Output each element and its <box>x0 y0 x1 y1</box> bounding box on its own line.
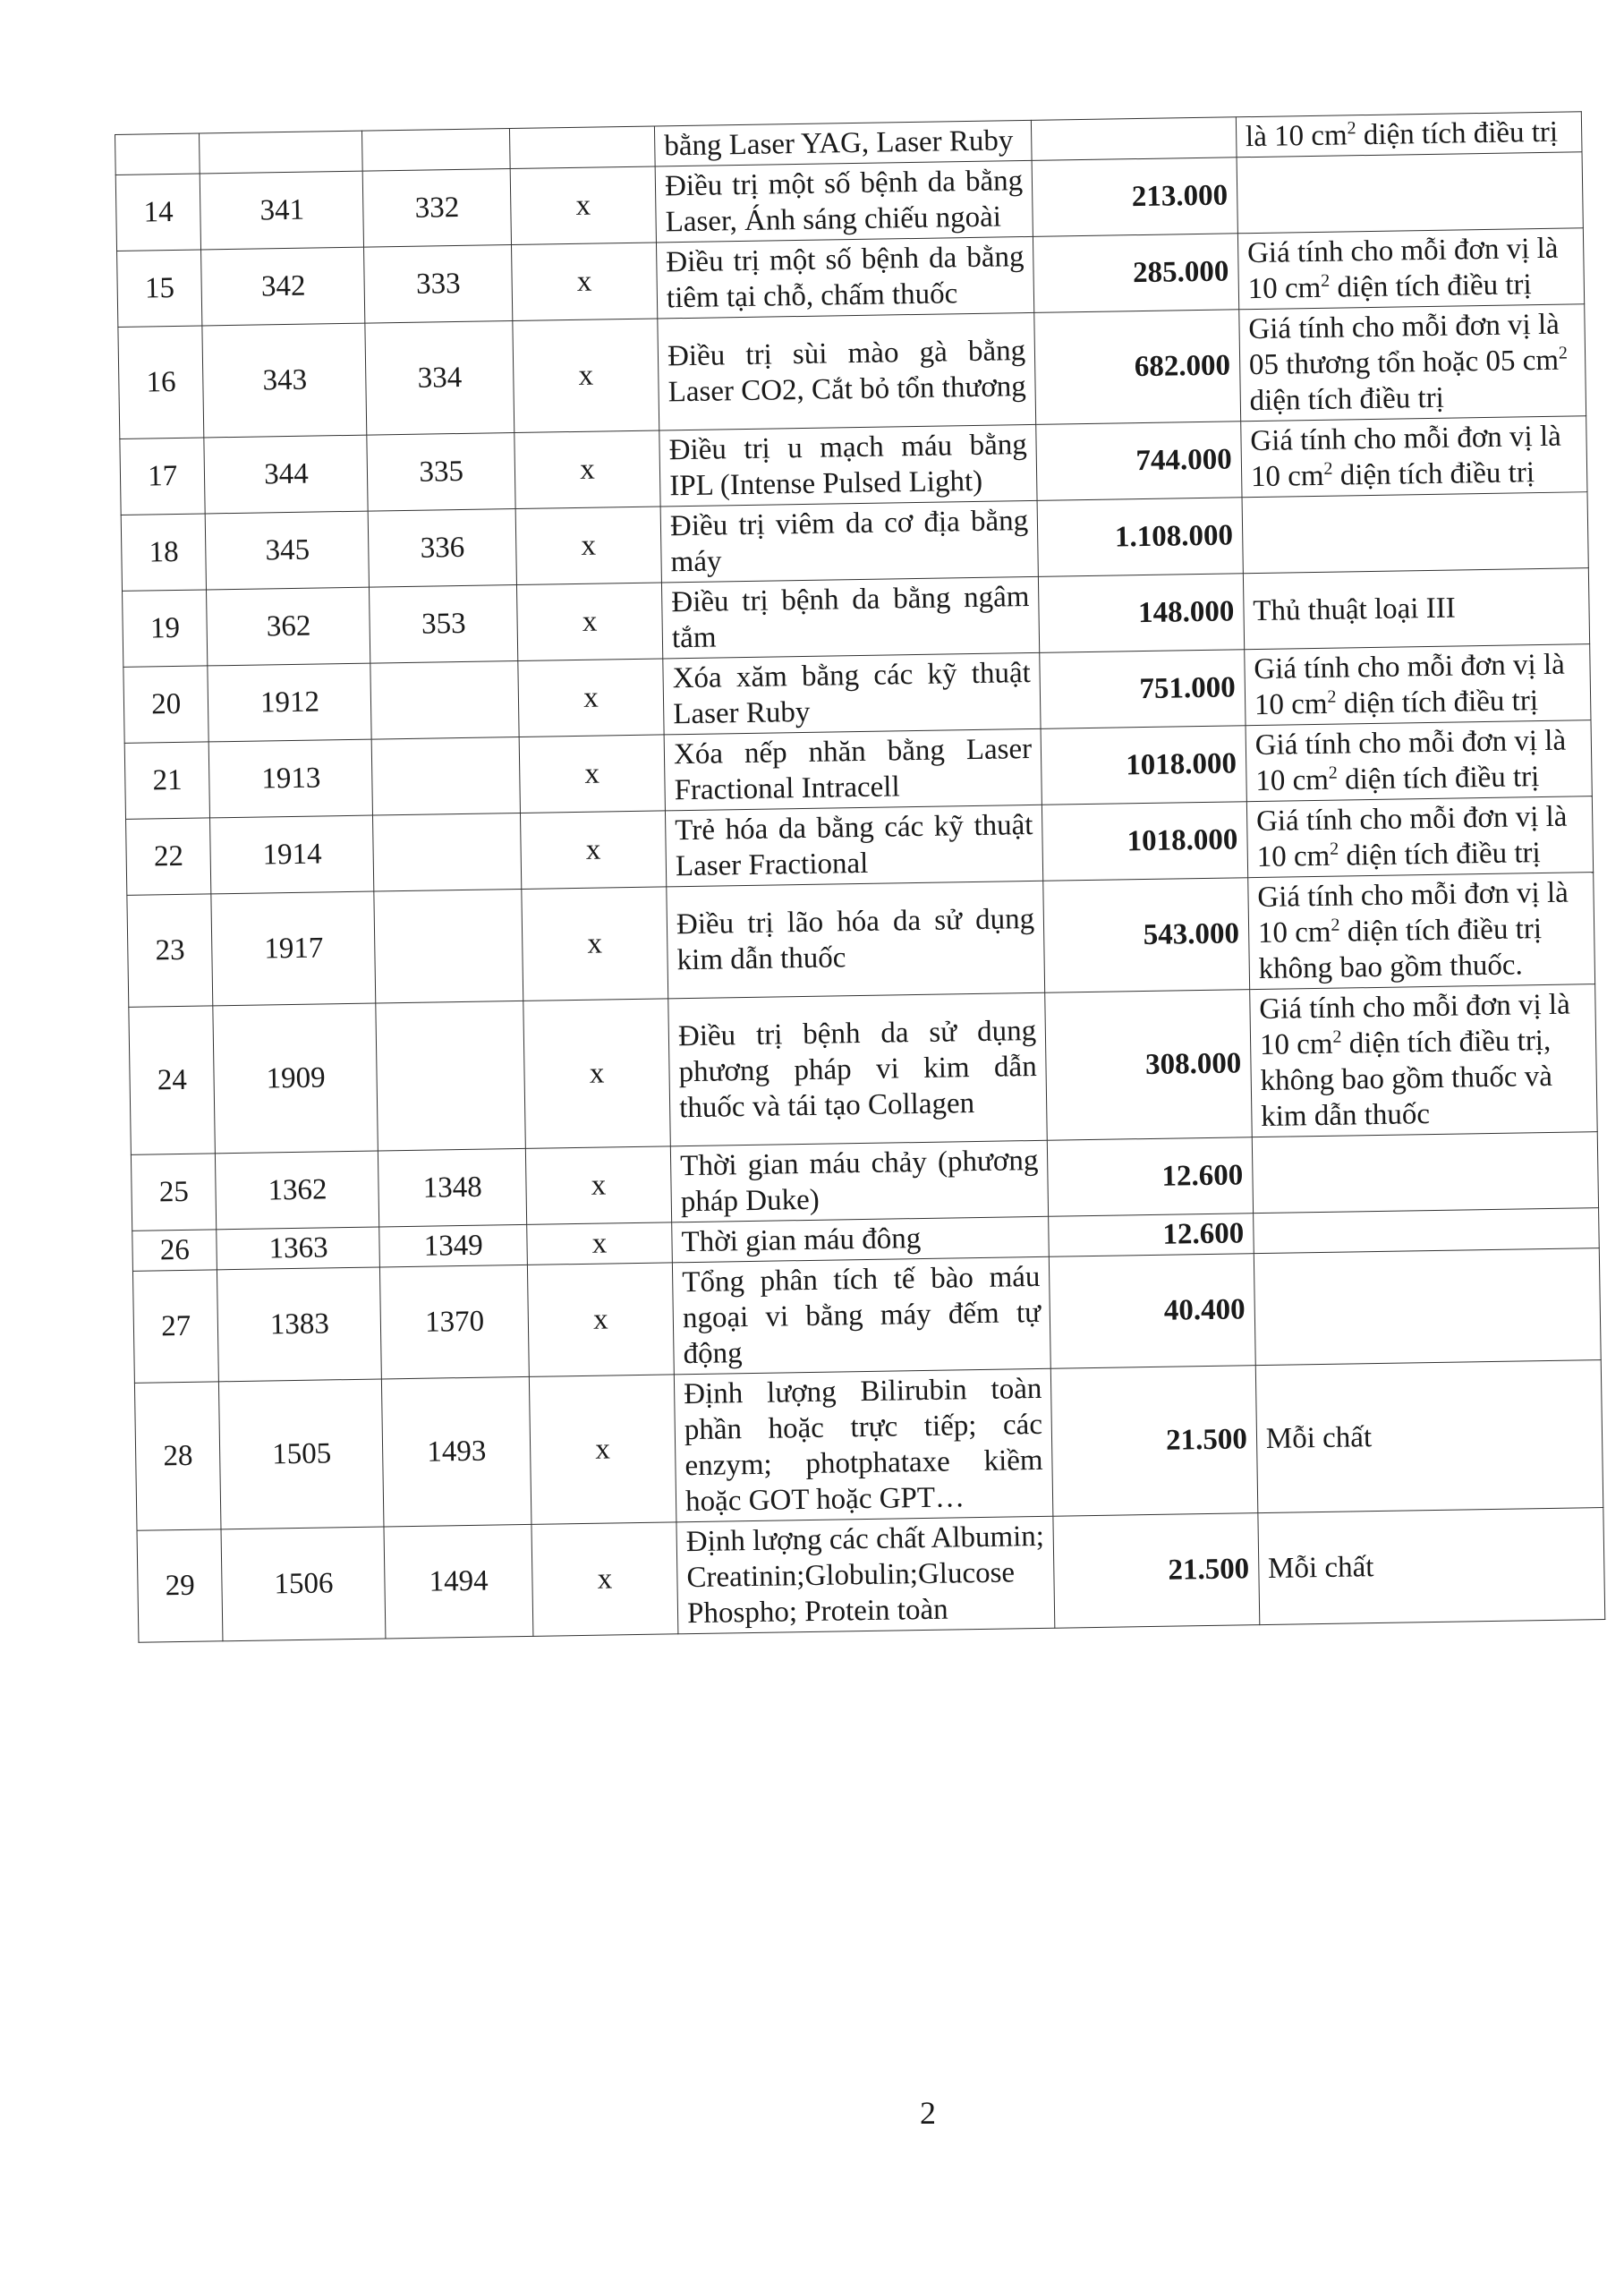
mark-x-cell: x <box>518 659 664 737</box>
note-cell <box>1237 228 1584 310</box>
note-cell <box>1258 1508 1605 1625</box>
row-number-cell: 26 <box>132 1230 217 1271</box>
note-text: Giá tính cho mỗi đơn vị là 10 cm <box>1255 800 1568 874</box>
code-b-cell: 333 <box>364 245 513 324</box>
note-cell <box>1242 492 1588 574</box>
code-b-cell <box>376 1001 525 1151</box>
service-name-cell: Điều trị bệnh da bằng ngâm tắm <box>662 576 1040 659</box>
mark-x-cell: x <box>531 1522 678 1637</box>
note-cell <box>1241 416 1587 498</box>
row-number-cell: 20 <box>123 666 209 743</box>
row-number-cell: 22 <box>126 818 212 895</box>
table-row <box>137 1508 1605 1643</box>
service-name-cell: Thời gian máu đông <box>672 1216 1050 1263</box>
code-b-cell <box>370 660 519 739</box>
code-a-cell: 342 <box>201 247 365 326</box>
code-a-cell: 1913 <box>209 739 373 818</box>
note-text-tail: diện tích điều trị <box>1249 381 1445 418</box>
mark-x-cell: x <box>527 1263 674 1377</box>
note-text-tail: diện tích điều trị không bao gồm thuốc. <box>1258 913 1543 986</box>
price-table <box>115 111 1605 1643</box>
note-superscript: 2 <box>1328 762 1338 783</box>
note-cell <box>1245 644 1591 726</box>
price-cell: 213.000 <box>1032 158 1237 237</box>
row-number-cell: 16 <box>118 326 204 439</box>
row-number-cell: 17 <box>120 438 206 515</box>
service-name-cell: Trẻ hóa da bằng các kỹ thuật Laser Fractional <box>666 805 1043 887</box>
service-name-cell: Điều trị một số bệnh da bằng Laser, Ánh sáng chiếu ngoài <box>655 160 1033 243</box>
note-text-tail: diện tích điều trị <box>1329 268 1532 304</box>
note-text: Mỗi chất <box>1265 1421 1373 1455</box>
code-b-cell: 332 <box>363 169 512 248</box>
mark-x-cell: x <box>523 999 671 1149</box>
note-text-tail: diện tích điều trị <box>1337 761 1540 796</box>
row-number-cell: 21 <box>124 742 210 819</box>
note-text: Giá tính cho mỗi đơn vị là 05 thương tổn hoặc 05 cm <box>1248 308 1560 382</box>
note-text: Giá tính cho mỗi đơn vị là 10 cm <box>1250 420 1562 494</box>
page-number: 2 <box>920 2095 936 2131</box>
note-superscript: 2 <box>1323 458 1333 479</box>
code-a-cell: 1363 <box>217 1227 380 1270</box>
mark-x-cell: x <box>510 166 656 245</box>
row-number-cell: 27 <box>132 1270 218 1383</box>
service-name-cell: Định lượng các chất Albumin; Creatinin;Globulin;Glucose Phospho; Protein toàn <box>676 1516 1055 1634</box>
code-a-cell: 343 <box>202 323 367 438</box>
price-cell <box>1032 117 1237 161</box>
price-cell: 1.108.000 <box>1037 498 1243 577</box>
code-b-cell: 1349 <box>379 1224 527 1267</box>
note-text-tail: diện tích điều trị <box>1336 685 1539 720</box>
code-a-cell: 1917 <box>211 891 376 1006</box>
price-cell: 751.000 <box>1040 650 1246 729</box>
service-name-cell: Định lượng Bilirubin toàn phần hoặc trực tiếp; các enzym; photphataxe kiềm hoặc GOT hoặc GPT… <box>674 1368 1053 1522</box>
price-cell: 1018.000 <box>1042 802 1248 881</box>
row-number-cell: 25 <box>131 1154 217 1231</box>
row-number-cell: 19 <box>123 590 208 667</box>
mark-x-cell: x <box>514 430 660 509</box>
mark-x-cell <box>509 126 655 169</box>
note-cell <box>1236 112 1582 158</box>
code-b-cell <box>373 813 522 891</box>
note-superscript: 2 <box>1320 270 1331 291</box>
code-a-cell: 1383 <box>217 1267 382 1382</box>
price-cell: 308.000 <box>1045 990 1252 1141</box>
note-cell <box>1253 1208 1599 1254</box>
note-text-tail: diện tích điều trị <box>1332 456 1535 492</box>
note-cell <box>1248 873 1595 990</box>
service-name-cell: Xóa nếp nhăn bằng Laser Fractional Intracell <box>664 728 1042 811</box>
row-number-cell: 28 <box>134 1382 221 1530</box>
service-name-cell: bằng Laser YAG, Laser Ruby <box>654 120 1032 166</box>
row-number-cell: 18 <box>121 514 207 591</box>
code-a-cell: 341 <box>200 171 364 250</box>
note-text-tail: diện tích điều trị, không bao gồm thuốc và kim dẫn thuốc <box>1260 1024 1553 1134</box>
row-number-cell: 23 <box>127 894 213 1007</box>
note-cell <box>1255 1360 1603 1513</box>
code-b-cell <box>374 889 523 1003</box>
price-table-wrapper <box>115 111 1605 1643</box>
note-text: là 10 cm <box>1245 119 1348 154</box>
note-text: Mỗi chất <box>1267 1551 1374 1585</box>
note-text-tail: diện tích điều trị <box>1356 115 1559 152</box>
code-b-cell: 335 <box>367 433 515 512</box>
row-number-cell: 24 <box>129 1006 216 1154</box>
code-a-cell: 1909 <box>213 1003 378 1154</box>
mark-x-cell: x <box>516 583 662 661</box>
table-row <box>129 984 1597 1155</box>
code-a-cell: 1505 <box>219 1379 385 1529</box>
mark-x-cell: x <box>527 1222 673 1265</box>
code-a-cell: 362 <box>207 587 370 666</box>
note-cell <box>1246 720 1592 802</box>
note-cell <box>1249 984 1597 1137</box>
code-a-cell: 1506 <box>221 1527 386 1641</box>
service-name-cell: Điều trị viêm da cơ địa bằng máy <box>660 500 1038 583</box>
price-cell: 682.000 <box>1034 310 1241 425</box>
code-a-cell: 1914 <box>210 815 374 894</box>
row-number-cell: 14 <box>115 174 201 251</box>
note-cell <box>1252 1132 1598 1214</box>
mark-x-cell: x <box>522 887 668 1001</box>
note-superscript: 2 <box>1347 118 1356 139</box>
note-superscript: 2 <box>1327 686 1337 707</box>
mark-x-cell: x <box>520 811 666 890</box>
note-text: Giá tính cho mỗi đơn vị là 10 cm <box>1257 876 1569 950</box>
code-b-cell <box>372 737 521 815</box>
service-name-cell: Điều trị lão hóa da sử dụng kim dẫn thuốc <box>667 881 1045 999</box>
service-name-cell: Điều trị sùi mào gà bằng Laser CO2, Cắt bỏ tổn thương <box>658 312 1036 430</box>
note-superscript: 2 <box>1332 1026 1342 1047</box>
code-a-cell: 345 <box>206 511 370 590</box>
note-text: Thủ thuật loại III <box>1253 592 1456 628</box>
service-name-cell: Tổng phân tích tế bào máu ngoại vi bằng máy đếm tự động <box>672 1256 1050 1375</box>
note-cell <box>1254 1248 1601 1366</box>
code-a-cell: 1912 <box>208 663 371 742</box>
note-cell <box>1246 796 1593 878</box>
note-text-tail: diện tích điều trị <box>1338 837 1541 873</box>
service-name-cell: Điều trị bệnh da sử dụng phương pháp vi kim dẫn thuốc và tái tạo Collagen <box>668 992 1048 1146</box>
note-text: Giá tính cho mỗi đơn vị là 10 cm <box>1246 232 1559 306</box>
row-number-cell <box>115 133 200 175</box>
service-name-cell: Xóa xăm bằng các kỹ thuật Laser Ruby <box>663 652 1041 735</box>
mark-x-cell: x <box>513 319 659 433</box>
price-cell: 21.500 <box>1050 1366 1257 1517</box>
note-superscript: 2 <box>1558 343 1569 363</box>
note-cell <box>1239 304 1586 422</box>
note-text: Giá tính cho mỗi đơn vị là 10 cm <box>1259 988 1570 1062</box>
note-text: Giá tính cho mỗi đơn vị là 10 cm <box>1254 724 1567 798</box>
mark-x-cell: x <box>519 735 665 813</box>
code-b-cell: 1493 <box>382 1376 531 1527</box>
service-name-cell: Thời gian máu chảy (phương pháp Duke) <box>670 1140 1048 1222</box>
note-cell <box>1237 152 1583 234</box>
price-cell: 40.400 <box>1050 1254 1256 1369</box>
code-b-cell: 1370 <box>380 1265 529 1379</box>
price-cell: 12.600 <box>1049 1214 1254 1257</box>
price-cell: 543.000 <box>1043 878 1250 993</box>
table-row <box>134 1360 1603 1531</box>
price-cell: 1018.000 <box>1041 726 1246 805</box>
code-b-cell: 353 <box>370 585 518 664</box>
price-cell: 12.600 <box>1047 1137 1253 1217</box>
mark-x-cell: x <box>515 507 661 585</box>
note-superscript: 2 <box>1329 839 1339 859</box>
note-superscript: 2 <box>1331 915 1340 935</box>
mark-x-cell: x <box>529 1375 676 1525</box>
code-b-cell: 1494 <box>384 1524 532 1639</box>
mark-x-cell: x <box>525 1146 671 1225</box>
note-cell <box>1243 568 1589 650</box>
code-a-cell: 1362 <box>216 1151 379 1230</box>
code-b-cell: 1348 <box>378 1148 527 1227</box>
note-text: Giá tính cho mỗi đơn vị là 10 cm <box>1254 648 1566 722</box>
code-b-cell: 336 <box>369 509 517 588</box>
code-b-cell: 334 <box>365 321 514 436</box>
code-b-cell <box>362 129 510 172</box>
price-cell: 148.000 <box>1039 574 1245 653</box>
price-cell: 285.000 <box>1033 234 1239 313</box>
service-name-cell: Điều trị u mạch máu bằng IPL (Intense Pulsed Light) <box>659 424 1037 507</box>
code-a-cell: 344 <box>204 435 368 514</box>
row-number-cell: 29 <box>137 1529 223 1642</box>
price-cell: 21.500 <box>1053 1513 1260 1629</box>
row-number-cell: 15 <box>117 250 203 327</box>
price-cell: 744.000 <box>1036 422 1242 501</box>
code-a-cell <box>200 131 363 174</box>
service-name-cell: Điều trị một số bệnh da bằng tiêm tại chỗ, chấm thuốc <box>657 236 1034 319</box>
mark-x-cell: x <box>511 243 657 321</box>
